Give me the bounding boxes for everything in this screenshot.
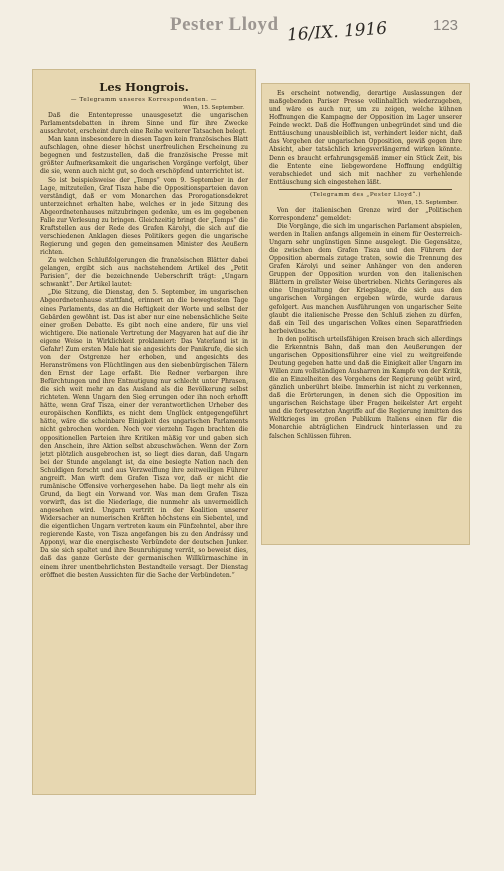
paragraph: In den politisch urteilsfähigen Kreisen brach sich allerdings die Erkenntnis Bahn, daß man den Aeußerungen der ungarischen Oppositionsführer eine viel zu weitgreifende Deutung gegeben hatte und daß die Einigkeit aller Ungarn im Willen zum vollständigen Ausharren im Kampfe von der Kritik, die an Einzelheiten des Vorgehens der Regierung geübt wird, gänzlich unberührt bleibe. Immerhin ist nicht zu verkennen, daß die Erörterungen, in denen sich die Opposition im ungarischen Reichstage über Fragen heikelster Art ergeht und die fortgesetzten Angriffe auf die Regierung inmitten des Weltkrieges im großen Publikum Italiens einen für die Monarchie abträglichen Eindruck hinterlassen und zu falschen Schlüssen führen.: [269, 335, 462, 440]
handwritten-date: 16/IX. 1916: [286, 18, 388, 46]
newspaper-stamp: Pester Lloyd: [170, 14, 279, 35]
article-dateline: Wien, 15. September.: [183, 105, 244, 111]
right-clipping: [262, 84, 469, 544]
paragraph: Man kann insbesondere in diesen Tagen kein französisches Blatt aufschlagen, ohne dieser höchst unerfreulichen Erscheinung zu begegnen und festzustellen, daß die französische Presse mit größter Aufmerksamkeit die ungarischen Vorgänge verfolgt, über die sie, wenn auch nicht gut, so doch erschöpfend unterrichtet ist.: [40, 136, 248, 176]
paragraph: So ist beispielsweise der „Temps“ vom 9. September in der Lage, mitzuteilen, Graf Tisza habe die Oppositionsparteien davon verständigt, daß er vom Monarchen das Prorogationsdekret unterzeichnet erhalten habe, welches er in jede Sitzung des Abgeordnetenhauses mitzubringen gedenke, um es im gegebenen Falle zur Verlesung zu bringen. Gleichzeitig bringt der „Temps“ die Kraftstellen aus der Rede des Grafen Károlyi, die sich auf die verschiedenen Anklagen dieses Politikers gegen die ungarische Regierung und gegen den gemeinsamen Minister des Aeußern richten.: [40, 176, 248, 257]
paragraph: Die Vorgänge, die sich im ungarischen Parlament abspielen, werden in Italien anfangs allgemein in einem für Oesterreich-Ungarn sehr ungünstigen Sinne ausgelegt. Die Gegensätze, die zwischen dem Grafen Tisza und den Führern der Opposition abermals zutage traten, sowie die Trennung des Grafen Károlyi und seiner Anhänger von den anderen Gruppen der Opposition wurden von den italienischen Blättern in grellster Weise übertrieben. Nichts Geringeres als eine Umgestaltung der Kriegslage, die sich aus den ungarischen Vorgängen ergeben würde, wurde daraus gefolgert. Aus manchen Ausführungen von ungarischer Seite glaubt die italienische Presse den Schluß ziehen zu dürfen, daß ein Teil des ungarischen Volkes einen Separatfrieden herbeiwünsche.: [269, 222, 462, 335]
paragraph: Zu welchen Schlußfolgerungen die französischen Blätter dabei gelangen, ergibt sich aus nachstehendem Artikel des „Petit Parisien“, der die bezeichnende Ueberschrift trägt: „Ungarn schwankt“. Der Artikel lautet:: [40, 257, 248, 289]
paragraph: „Die Sitzung, die Dienstag, den 5. September, im ungarischen Abgeordnetenhause stattfand, erinnert an die bewegtesten Tage eines Parlaments, das an die Heftigkeit der Worte und selbst der Gebärden gewöhnt ist. Das ist aber nur eine nebensächliche Seite einer großen Debatte. Es gibt noch eine andere, für uns viel wichtigere. Die nationale Vertretung der Magyaren hat auf die ihr eigene Weise in Wirklichkeit proklamiert: Das Vaterland ist in Gefahr! Zum ersten Male hat sie angesichts der Panikrufe, die sich von der Ostgrenze her erhoben, und angesichts des Heranströmens von Flüchtlingen aus den siebenbürgischen Tälern den Ernst der Lage erfaßt. Die Redner verbargen ihre Befürchtungen und ihre Entmutigung nur schlecht unter Phrasen, die sich weit mehr an das Ausland als die Bevölkerung selbst richteten. Wenn Ungarn den Sieg errungen oder ihn noch erhofft hätte, wenn Graf Tisza, einer der verantwortlichen Urheber des europäischen Konflikts, es nicht dem Unglück entgegengeführt hätte, wäre die scheinbare Einigkeit des ungarischen Parlaments nicht gebrochen worden. Noch vor vierzehn Tagen brachten die oppositionellen Parteien ihre Kritiken mäßig vor und gaben sich den Anschein, ihre Aktion selbst abzuschwächen. Wenn der Zorn jetzt plötzlich ausgebrochen ist, so liegt dies daran, daß Ungarn bei der Stunde angelangt ist, da eine besiegte Nation nach den Schuldigen forscht und aus Verzweiflung ihre zeitweiligen Führer angreift. Man wirft dem Grafen Tisza vor, daß er nicht die rumänische Offensive vorhergesehen habe. Da liegt mehr als ein Grund, da liegt ein Vorwand vor. Was man dem Grafen Tisza vorwirft, das ist die Niederlage, die nunmehr als unvermeidlich angesehen wird. Ungarn vertritt in der Koalition unserer Widersacher an numerischen Kräften höchstens ein Siebentel, und die eigentlichen Ungarn vertreten kaum ein Fünfzehntel, aber ihre regierende Kaste, von Tisza angefangen bis zu den Andrássy und Apponyi, war die energischeste Verbündete der deutschen Junker. Da sie sich spaltet und ihre Beunruhigung verrät, so beweist dies, daß das ganze Gerüste der germanischen Willkürmaschine in einem ihrer unentbehrlichsten Bestandteile versagt. Der Dienstag eröffnet die besten Aussichten für die Sache der Verbündeten.“: [40, 289, 248, 579]
left-clipping: [33, 70, 255, 794]
paragraph: Daß die Ententepresse unausgesetzt die ungarischen Parlamentsdebatten in ihrem Sinne und für ihre Zwecke ausschrotet, erscheint durch eine Reihe weiterer Tatsachen belegt.: [40, 112, 248, 136]
divider: [279, 189, 452, 190]
left-article: [40, 76, 248, 790]
paragraph: Es erscheint notwendig, derartige Auslassungen der maßgebenden Pariser Presse vollinhaltlich wiederzugeben, und wäre es auch nur, um zu zeigen, welche kühnen Hoffnungen die Kampagne der Opposition im Lager unserer Feinde weckt. Daß die Hoffnungen unbegründet sind und die Enttäuschung unausbleiblich ist, verhindert leider nicht, daß das Vorgehen der ungarischen Opposition, gewiß gegen ihre Absicht, aber tatsächlich kriegsverlängernd wirken könnte. Denn es braucht erfahrungsgemäß immer ein Stück Zeit, bis die Entente eine liebgewordene Hoffnung endgültig verabschiedet und sich mit nachher zu verhehlende Enttäuschung sich eingestehen läßt.: [269, 90, 462, 186]
article-subline: — Telegramm unseres Korrespondenten. —: [70, 97, 218, 103]
paragraph: Von der italienischen Grenze wird der „Politischen Korrespondenz“ gemeldet:: [269, 206, 462, 222]
page-number: 123: [433, 17, 459, 34]
article-title: Les Hongrois.: [99, 80, 189, 94]
article-dateline: Wien, 15. September.: [397, 199, 458, 206]
article-subline: (Telegramm des „Pester Lloyd“.): [309, 191, 422, 198]
right-article: [269, 90, 462, 540]
